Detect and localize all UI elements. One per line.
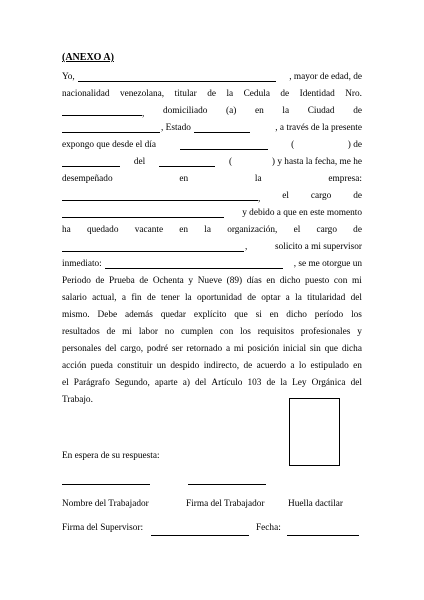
- supervisor-name-blank[interactable]: [105, 256, 283, 269]
- body-word: empresa:: [328, 174, 362, 184]
- body-word: la: [282, 106, 290, 116]
- body-word: en: [179, 225, 189, 235]
- body-word: Ochenta: [152, 276, 184, 286]
- body-word: nacionalidad: [62, 89, 110, 99]
- body-word: salario: [62, 293, 87, 303]
- body-word: ,: [142, 109, 145, 119]
- body-text: y debido a que en este momento: [242, 208, 362, 218]
- company-blank[interactable]: [62, 188, 258, 201]
- body-word: explícito: [193, 310, 227, 320]
- body-word: de: [106, 327, 116, 337]
- body-word: si: [255, 310, 262, 320]
- body-text: , Estado: [161, 123, 191, 133]
- body-word: de: [146, 293, 156, 303]
- body-text: (: [228, 157, 233, 167]
- body-word: requisitos: [257, 327, 294, 337]
- body-word: un: [156, 361, 167, 371]
- start-day-blank[interactable]: [180, 137, 268, 150]
- letter-body: [62, 69, 362, 409]
- body-word: que: [234, 310, 248, 320]
- body-word: de: [139, 276, 149, 286]
- body-word: el: [293, 225, 301, 235]
- body-line-7: [62, 171, 362, 188]
- date-line[interactable]: [287, 535, 359, 536]
- body-word: ser: [171, 344, 183, 354]
- body-word: con: [219, 327, 234, 337]
- body-word: del: [105, 344, 117, 354]
- body-line-15: [62, 307, 362, 324]
- body-word: (a): [226, 106, 237, 116]
- body-line-11: [62, 239, 362, 256]
- body-word: vacante: [134, 225, 164, 235]
- body-word: Artículo: [211, 378, 243, 388]
- body-word: (89): [226, 276, 243, 286]
- body-word: actual,: [92, 293, 117, 303]
- body-word: y: [357, 327, 362, 337]
- body-word: no: [164, 327, 175, 337]
- id-number-blank[interactable]: [62, 103, 142, 116]
- body-word: días: [246, 276, 262, 286]
- body-word: en: [266, 276, 276, 286]
- body-word: Prueba: [108, 276, 135, 286]
- body-word: titular: [174, 89, 197, 99]
- body-word: a): [182, 378, 190, 388]
- body-word: Nro.: [345, 89, 362, 99]
- body-word: optar: [261, 293, 281, 303]
- body-word: indirecto,: [203, 361, 240, 371]
- body-word: con: [333, 276, 348, 286]
- body-text: , mayor de edad, de: [289, 72, 362, 82]
- body-word: del: [350, 378, 362, 388]
- body-word: titularidad: [307, 293, 346, 303]
- body-word: podré: [146, 344, 169, 354]
- body-word: la: [280, 378, 288, 388]
- body-word: ,: [258, 194, 261, 204]
- body-word: el: [62, 378, 69, 388]
- body-line-17: [62, 341, 362, 358]
- body-word: que: [324, 344, 339, 354]
- supervisor-signature-line[interactable]: [151, 535, 249, 536]
- body-word: del: [195, 378, 207, 388]
- body-word: oportunidad: [196, 293, 242, 303]
- body-line-12: [62, 256, 362, 273]
- body-word: a: [225, 344, 231, 354]
- body-word: de: [266, 378, 276, 388]
- body-word: Ciudad: [307, 106, 335, 116]
- body-word: Segundo,: [114, 378, 150, 388]
- body-word: 103: [247, 378, 262, 388]
- body-word: de: [353, 106, 362, 116]
- body-word: organización,: [227, 225, 278, 235]
- body-word: venezolana,: [119, 89, 165, 99]
- body-word: Orgánica: [311, 378, 346, 388]
- supervisor-signature-label: Firma del Supervisor:: [62, 523, 144, 533]
- body-word: constituir: [117, 361, 153, 371]
- body-word: de: [247, 293, 256, 303]
- body-word: estipulado: [310, 361, 349, 371]
- body-word: de: [207, 89, 216, 99]
- body-word: la: [184, 293, 192, 303]
- body-word: la: [226, 89, 234, 99]
- full-name-blank[interactable]: [78, 69, 276, 82]
- body-line-3: [62, 103, 362, 120]
- body-text: solicito a mi supervisor: [274, 242, 362, 252]
- body-text: ,: [245, 242, 248, 252]
- body-word: de: [95, 276, 105, 286]
- body-text: ) y hasta la fecha, me he: [271, 157, 362, 167]
- body-word: pueda: [90, 361, 113, 371]
- body-word: sin: [309, 344, 321, 354]
- body-word: inicial: [282, 344, 307, 354]
- body-word: en: [254, 106, 264, 116]
- body-word: los: [240, 327, 251, 337]
- body-word: lo: [298, 361, 307, 371]
- body-word: la: [204, 225, 211, 235]
- body-word: Ley: [292, 378, 307, 388]
- start-year-blank[interactable]: [159, 154, 215, 167]
- body-line-13: [62, 273, 362, 290]
- body-word: de: [353, 225, 362, 235]
- body-word: tener: [161, 293, 180, 303]
- body-word: período: [314, 310, 344, 320]
- body-word: la: [295, 293, 302, 303]
- body-word: en: [269, 310, 279, 320]
- closing-text: En espera de su respuesta:: [62, 451, 160, 461]
- body-word: Nueve: [197, 276, 222, 286]
- body-word: cargo,: [120, 344, 144, 354]
- body-word: desempeñado: [62, 174, 113, 184]
- body-word: mi: [122, 327, 132, 337]
- body-word: personales: [62, 344, 102, 354]
- body-text: , a través de la presente: [275, 123, 362, 133]
- body-word: además: [124, 310, 153, 320]
- body-word: de: [280, 89, 290, 99]
- body-word: cargo: [316, 225, 337, 235]
- body-text: , se me otorgue un: [293, 259, 362, 269]
- annex-heading: (ANEXO A): [62, 52, 114, 63]
- current-position-blank[interactable]: [62, 205, 224, 218]
- body-word: mismo.: [62, 310, 90, 320]
- body-line-9: [62, 205, 362, 222]
- body-text: ) de: [347, 140, 362, 150]
- body-line-8: [62, 188, 362, 205]
- body-word: retornado: [186, 344, 223, 354]
- body-word: acuerdo: [256, 361, 287, 371]
- start-month-blank[interactable]: [62, 154, 120, 167]
- body-word: Cedula: [243, 89, 270, 99]
- body-word: dicha: [341, 344, 362, 354]
- body-line-19: [62, 375, 362, 392]
- body-line-2: [62, 86, 362, 103]
- body-word: despido: [170, 361, 200, 371]
- body-word: fin: [131, 293, 142, 303]
- body-word: puesto: [305, 276, 330, 286]
- body-word: posición: [247, 344, 280, 354]
- body-word: Debe: [97, 310, 118, 320]
- body-word: dicho: [279, 276, 301, 286]
- worker-name-line[interactable]: [62, 484, 150, 485]
- body-word: profesionales: [300, 327, 351, 337]
- body-text: inmediato:: [62, 259, 102, 269]
- body-word: ha: [62, 225, 71, 235]
- date-label: Fecha:: [256, 523, 281, 533]
- body-word: cargo: [310, 191, 332, 201]
- body-word: aparte: [154, 378, 178, 388]
- body-text: expongo que desde el día: [62, 140, 156, 150]
- body-word: a: [290, 361, 295, 371]
- body-line-16: [62, 324, 362, 341]
- vacant-position-blank[interactable]: [62, 239, 244, 252]
- body-line-6: [62, 154, 362, 171]
- body-word: de: [243, 361, 253, 371]
- city-blank[interactable]: [62, 120, 160, 133]
- body-word: labor: [138, 327, 158, 337]
- body-word: a: [285, 293, 290, 303]
- body-word: Periodo: [62, 276, 91, 286]
- body-word: a: [121, 293, 127, 303]
- body-word: domiciliado: [162, 106, 208, 116]
- body-text: del: [133, 157, 146, 167]
- body-text: Yo,: [62, 72, 75, 82]
- worker-signature-label: Firma del Trabajador: [186, 499, 265, 509]
- body-word: acción: [62, 361, 87, 371]
- body-text: (: [291, 140, 295, 150]
- body-word: cumplen: [180, 327, 213, 337]
- body-line-14: [62, 290, 362, 307]
- worker-name-label: Nombre del Trabajador: [62, 499, 149, 509]
- fingerprint-box: [289, 398, 340, 466]
- body-word: resultados: [62, 327, 100, 337]
- state-blank[interactable]: [194, 120, 250, 133]
- worker-signature-line[interactable]: [188, 484, 266, 485]
- body-word: los: [351, 310, 362, 320]
- body-word: quedar: [160, 310, 187, 320]
- body-word: en: [179, 174, 189, 184]
- body-word: Identidad: [299, 89, 335, 99]
- fingerprint-label: Huella dactilar: [288, 499, 343, 509]
- body-word: de: [353, 191, 362, 201]
- body-word: en: [353, 361, 362, 371]
- body-line-4: [62, 120, 362, 137]
- body-word: quedado: [86, 225, 119, 235]
- body-word: dicho: [286, 310, 307, 320]
- body-word: mi: [351, 276, 362, 286]
- body-word: Parágrafo: [73, 378, 110, 388]
- body-text: Trabajo.: [62, 395, 93, 405]
- body-word: del: [350, 293, 362, 303]
- body-line-18: [62, 358, 362, 375]
- body-word: el: [282, 191, 289, 201]
- body-line-1: [62, 69, 362, 86]
- body-line-5: [62, 137, 362, 154]
- body-word: y: [188, 276, 194, 286]
- body-word: la: [254, 174, 262, 184]
- body-line-10: [62, 222, 362, 239]
- body-word: mi: [233, 344, 244, 354]
